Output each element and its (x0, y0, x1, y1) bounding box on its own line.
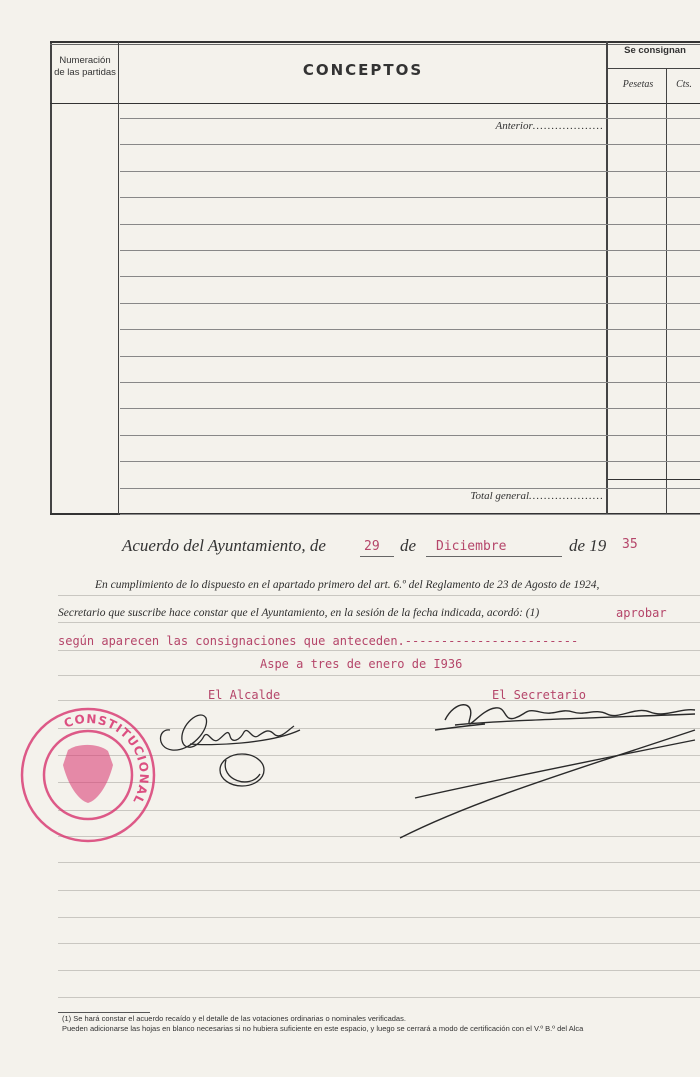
table-row-rule (120, 118, 700, 119)
ruled-line (58, 997, 700, 998)
table-row-rule (120, 303, 700, 304)
table-row-rule (120, 435, 700, 436)
ruled-line (58, 862, 700, 863)
footnote-2: Pueden adicionarse las hojas en blanco necesarias si no hubiera suficiente en este espacio, y luego se cerrará a modo de certificación con el V.º B.º del Alca (62, 1024, 584, 1033)
table-row-rule (120, 356, 700, 357)
table-left-border (50, 41, 52, 515)
table-row-rule (120, 408, 700, 409)
acuerdo-de2: de 19 (569, 536, 607, 555)
secretario-label: El Secretario (492, 688, 586, 702)
ruled-line (58, 675, 700, 676)
day-underline (360, 556, 394, 557)
typed-line-4: Aspe a tres de enero de I936 (260, 657, 463, 671)
anterior-dots: ................... (532, 120, 604, 132)
ruled-line (58, 943, 700, 944)
table-row-rule (120, 197, 700, 198)
consignan-underline (608, 68, 700, 69)
ledger-table (50, 41, 700, 515)
table-row-rule (120, 224, 700, 225)
table-row-rule (120, 382, 700, 383)
ruled-line (58, 890, 700, 891)
official-stamp (18, 705, 158, 845)
footnote-1: (1) Se hará constar el acuerdo recaído y el detalle de las votaciones ordinarias o nominales verificadas. (62, 1014, 406, 1023)
ruled-line (58, 650, 700, 651)
acuerdo-day: 29 (364, 539, 380, 554)
acuerdo-de1: de (400, 536, 417, 555)
col-divider-2 (606, 41, 608, 515)
table-row-rule (120, 329, 700, 330)
acuerdo-heading: Acuerdo del Ayuntamiento, de (122, 536, 326, 555)
total-rule (608, 479, 700, 480)
acuerdo-month: Diciembre (436, 539, 507, 554)
table-row-rule (120, 461, 700, 462)
typed-aprobar: aprobar (616, 606, 667, 620)
ruled-line (58, 917, 700, 918)
ruled-line (58, 970, 700, 971)
table-row-rule (120, 514, 700, 515)
ruled-line (58, 595, 700, 596)
typed-line-3: según aparecen las consignaciones que anteceden.------------------------ (58, 634, 579, 648)
body-line-1: En cumplimiento de lo dispuesto en el apartado primero del art. 6.º del Reglamento de 23 de Agosto de 1924, (95, 579, 600, 591)
body-line-2: Secretario que suscribe hace constar que el Ayuntamiento, en la sesión de la fecha indicada, acordó: (1) (58, 607, 540, 619)
alcalde-label: El Alcalde (208, 688, 281, 702)
header-consignan: Se consignan (624, 45, 686, 56)
table-row-rule (120, 276, 700, 277)
header-pesetas: Pesetas (622, 79, 654, 90)
table-row-rule (120, 171, 700, 172)
anterior-label: Anterior (495, 120, 533, 132)
table-top-border-inner (50, 44, 700, 45)
table-row-rule (120, 250, 700, 251)
total-label: Total general (470, 490, 529, 502)
header-divider (50, 103, 700, 104)
stamp-text: CONSTITUCIONAL (62, 711, 152, 808)
col-divider-3 (666, 69, 667, 515)
footnote-rule (58, 1012, 150, 1013)
table-row-rule (120, 144, 700, 145)
month-underline (426, 556, 562, 557)
ruled-line (58, 622, 700, 623)
table-row-rule (120, 488, 700, 489)
secretario-signature (395, 690, 700, 840)
table-top-border (50, 41, 700, 43)
col-divider-1 (118, 41, 119, 515)
header-cts: Cts. (676, 79, 692, 90)
acuerdo-year: 35 (622, 537, 638, 552)
alcalde-signature (150, 700, 310, 795)
total-row (410, 490, 604, 502)
header-conceptos: CONCEPTOS (302, 61, 424, 79)
anterior-row (450, 120, 604, 132)
header-numeracion: Numeración de las partidas (54, 55, 116, 78)
total-dots: .................... (529, 490, 604, 502)
